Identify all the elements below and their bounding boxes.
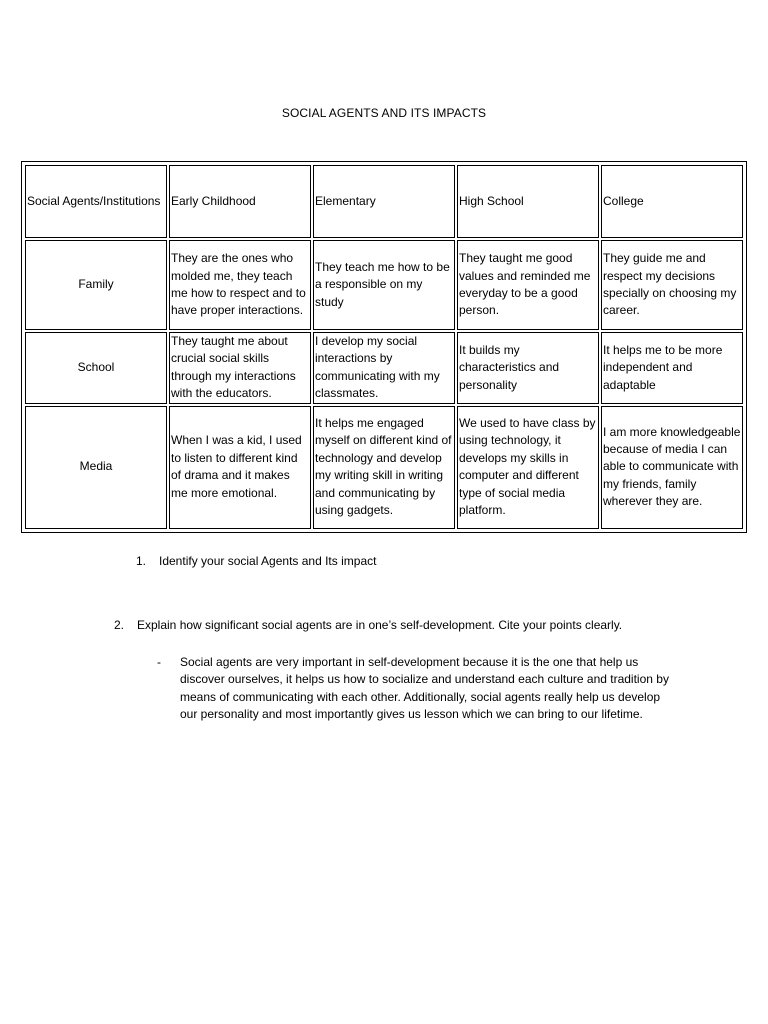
table-row-media [25, 406, 743, 529]
header-cell-agents: Social Agents/Institutions [25, 165, 167, 238]
table-cell: They taught me good values and reminded me everyday to be a good person. [457, 240, 599, 330]
question-number: 1. [136, 554, 147, 568]
question-1 [136, 553, 376, 570]
table-cell: It builds my characteristics and personality [457, 332, 599, 404]
table-cell: I develop my social interactions by communicating with my classmates. [313, 332, 455, 404]
question-text: Explain how significant social agents are in one’s self-development. Cite your points clearly. [137, 618, 623, 632]
header-cell-college: College [601, 165, 743, 238]
question-text: Identify your social Agents and Its impact [159, 554, 377, 568]
table-cell: They guide me and respect my decisions specially on choosing my career. [601, 240, 743, 330]
question-number: 2. [114, 618, 125, 632]
table-cell: They teach me how to be a responsible on my study [313, 240, 455, 330]
answer-text: Social agents are very important in self-development because it is the one that help us discover ourselves, it helps us how to socialize and understand each culture and tradition by means of communicating with each other. Additionally, social agents really help us develop our personality and most importantly gives us lesson which we can bring to our lifetime. [180, 655, 669, 722]
table-cell: I am more knowledgeable because of media I can able to communicate with my friends, family wherever they are. [601, 406, 743, 529]
page-title: SOCIAL AGENTS AND ITS IMPACTS [281, 106, 487, 120]
header-cell-high-school: High School [457, 165, 599, 238]
table-row-family [25, 240, 743, 330]
table-row-school [25, 332, 743, 404]
social-agents-table [21, 161, 747, 533]
row-label-school: School [25, 332, 167, 404]
bullet-dash: - [157, 655, 161, 669]
row-label-media: Media [25, 406, 167, 529]
table-cell: It helps me to be more independent and adaptable [601, 332, 743, 404]
table-cell: It helps me engaged myself on different kind of technology and develop my writing skill in writing and communicating by using gadgets. [313, 406, 455, 529]
table-header-row [25, 165, 743, 238]
answer-paragraph [157, 654, 677, 724]
row-label-family: Family [25, 240, 167, 330]
table-cell: When I was a kid, I used to listen to different kind of drama and it makes me more emotional. [169, 406, 311, 529]
table-cell: They taught me about crucial social skills through my interactions with the educators. [169, 332, 311, 404]
header-cell-elementary: Elementary [313, 165, 455, 238]
question-2 [114, 617, 714, 634]
table-cell: We used to have class by using technology, it develops my skills in computer and different type of social media platform. [457, 406, 599, 529]
header-cell-early-childhood: Early Childhood [169, 165, 311, 238]
table-cell: They are the ones who molded me, they teach me how to respect and to have proper interactions. [169, 240, 311, 330]
